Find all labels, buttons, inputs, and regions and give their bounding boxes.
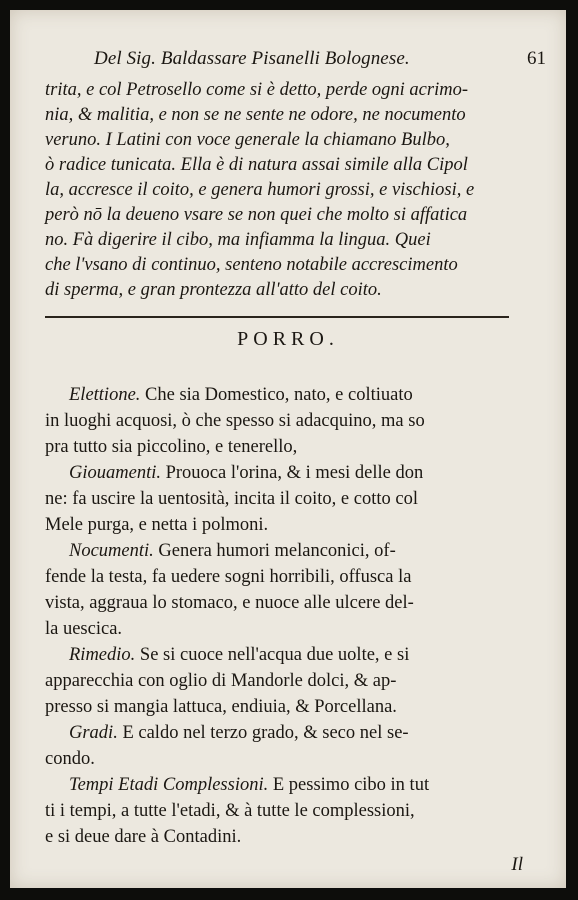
entry-text: apparecchia con oglio di Mandorle dolci, & ap- [45,671,397,691]
entry-gradi [45,720,536,772]
entry-text: E pessimo cibo in tut [268,775,430,795]
porro-entries [45,382,536,850]
entry-text: Prouoca l'orina, & i mesi delle don [160,463,424,483]
entry-label: Gradi. [69,723,118,743]
entry-text: ti i tempi, a tutte l'etadi, & à tutte le complessioni, [45,801,415,821]
entry-label: Tempi Etadi Complessioni. [69,775,269,795]
entry-label: Giouamenti. [69,463,161,483]
entry-label: Nocumenti. [69,541,154,561]
section-rule [45,316,509,318]
text-line: di sperma, e gran prontezza all'atto del coito. [45,280,382,300]
entry-text: pra tutto sia piccolino, e tenerello, [45,437,298,457]
section-title: PORRO. [237,328,339,350]
entry-text: Mele purga, e netta i polmoni. [45,515,269,535]
entry-label: Rimedio. [69,645,136,665]
entry-text: in luoghi acquosi, ò che spesso si adacquino, ma so [45,411,425,431]
page-number: 61 [527,48,546,69]
text-line: no. Fà digerire il cibo, ma infiamma la lingua. Quei [45,230,431,250]
entry-text: E caldo nel terzo grado, & seco nel se- [117,723,409,743]
entry-text: vista, aggraua lo stomaco, e nuoce alle ulcere del- [45,593,414,613]
catchword: Il [511,854,523,875]
text-line: che l'vsano di continuo, senteno notabile accrescimento [45,255,458,275]
entry-text: Che sia Domestico, nato, e coltiuato [140,385,413,405]
entry-text: presso si mangia lattuca, endiuia, & Porcellana. [45,697,397,717]
text-line: nia, & malitia, e non se ne sente ne odore, ne nocumento [45,105,466,125]
text-line: veruno. I Latini con voce generale la chiamano Bulbo, [45,130,450,150]
entry-text: la uescica. [45,619,123,639]
entry-text: e si deue dare à Contadini. [45,827,242,847]
continued-text [45,78,536,303]
page-header [94,48,556,82]
entry-text: fende la testa, fa uedere sogni horribili, offusca la [45,567,412,587]
text-line: trita, e col Petrosello come si è detto, perde ogni acrimo- [45,80,469,100]
entry-text: ne: fa uscire la uentosità, incita il coito, e cotto col [45,489,418,509]
text-line: ò radice tunicata. Ella è di natura assai simile alla Cipol [45,155,468,175]
entry-giouamenti [45,460,536,538]
entry-text: Genera humori melanconici, of- [153,541,396,561]
entry-nocumenti [45,538,536,642]
entry-elettione [45,382,536,460]
text-line: la, accresce il coito, e genera humori grossi, e vischiosi, e [45,180,475,200]
running-head: Del Sig. Baldassare Pisanelli Bolognese. [94,48,410,69]
entry-text: condo. [45,749,95,769]
entry-text: Se si cuoce nell'acqua due uolte, e si [135,645,410,665]
entry-rimedio [45,642,536,720]
book-page [10,10,566,888]
entry-label: Elettione. [69,385,141,405]
text-line: però nō la deueno vsare se non quei che molto si affatica [45,205,468,225]
entry-tempi [45,772,536,850]
